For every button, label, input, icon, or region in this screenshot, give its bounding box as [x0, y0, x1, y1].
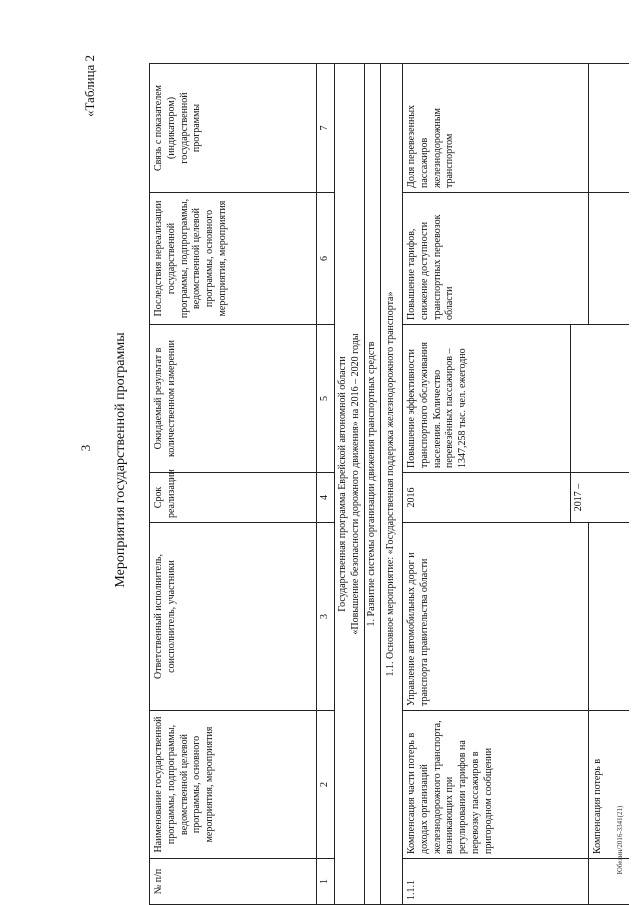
program-line-2: «Повышение безопасности дорожного движения» на 2016 – 2020 годы — [350, 333, 361, 635]
header-term: Срок реализации — [149, 473, 317, 523]
row-executor: Управление автомобильных дорог и транспорта правительства области — [403, 523, 589, 711]
row-name: Компенсация части потерь в доходах организаций железнодорожного транспорта, возникающих при регулировании тарифов на перевозку пассажиров в пригородном сообщении — [403, 711, 589, 859]
row-num: 1.1.1 — [403, 859, 589, 905]
page-number: 3 — [78, 444, 93, 452]
header-executor: Ответственный исполнитель, соисполнитель, участники — [149, 523, 317, 711]
colnum-6: 6 — [317, 193, 335, 325]
header-consequences: Последствия нереализации государственной программы, подпрограммы, ведомственной целевой программы, основного мероприятия, мероприятия — [149, 193, 317, 325]
page-title: Мероприятия государственной программы — [113, 332, 128, 588]
row-term-2: 2017 – — [571, 473, 589, 523]
next-row-executor — [589, 523, 629, 711]
colnum-1: 1 — [317, 859, 335, 905]
row-result-2 — [571, 325, 589, 473]
program-line-1: Государственная программа Еврейской автономной области — [337, 356, 348, 612]
colnum-3: 3 — [317, 523, 335, 711]
row-consequences: Повышение тарифов, снижение доступности транспортных перевозок области — [403, 193, 589, 325]
next-row-num — [589, 859, 629, 905]
row-result: Повышение эффективности транспортного обслуживания населения. Количество перевезённых пассажиров – 1347,258 тыс. чел. ежегодно — [403, 325, 571, 473]
next-row-link — [589, 63, 629, 193]
events-table — [149, 63, 629, 905]
next-row-result-cell — [589, 325, 629, 473]
table-label: «Таблица 2 — [82, 54, 97, 118]
document-code: Юбелин/2016-3341(21) — [616, 805, 624, 875]
row-link: Доля перевезенных пассажиров железнодорожным транспортом — [403, 63, 589, 193]
colnum-2: 2 — [317, 711, 335, 859]
header-num: № п/п — [149, 859, 317, 905]
header-name: Наименование государственной программы, подпрограммы, ведомственной целевой программы, основного мероприятия, мероприятия — [149, 711, 317, 859]
program-row — [335, 63, 365, 905]
header-result: Ожидаемый результат в количественном измерении — [149, 325, 317, 473]
main-event-row: 1.1. Основное мероприятие: «Государственная поддержка железнодорожного транспорта» — [381, 63, 403, 905]
section-row: 1. Развитие системы организации движения транспортных средств — [365, 63, 381, 905]
next-row-name: Компенсация потерь в — [589, 711, 629, 859]
next-row-term-cell — [589, 473, 629, 523]
colnum-4: 4 — [317, 473, 335, 523]
header-link: Связь с показателем (индикатором) государственной программы — [149, 63, 317, 193]
row-term: 2016 — [403, 473, 571, 523]
next-row-consequences — [589, 193, 629, 325]
colnum-5: 5 — [317, 325, 335, 473]
colnum-7: 7 — [317, 63, 335, 193]
